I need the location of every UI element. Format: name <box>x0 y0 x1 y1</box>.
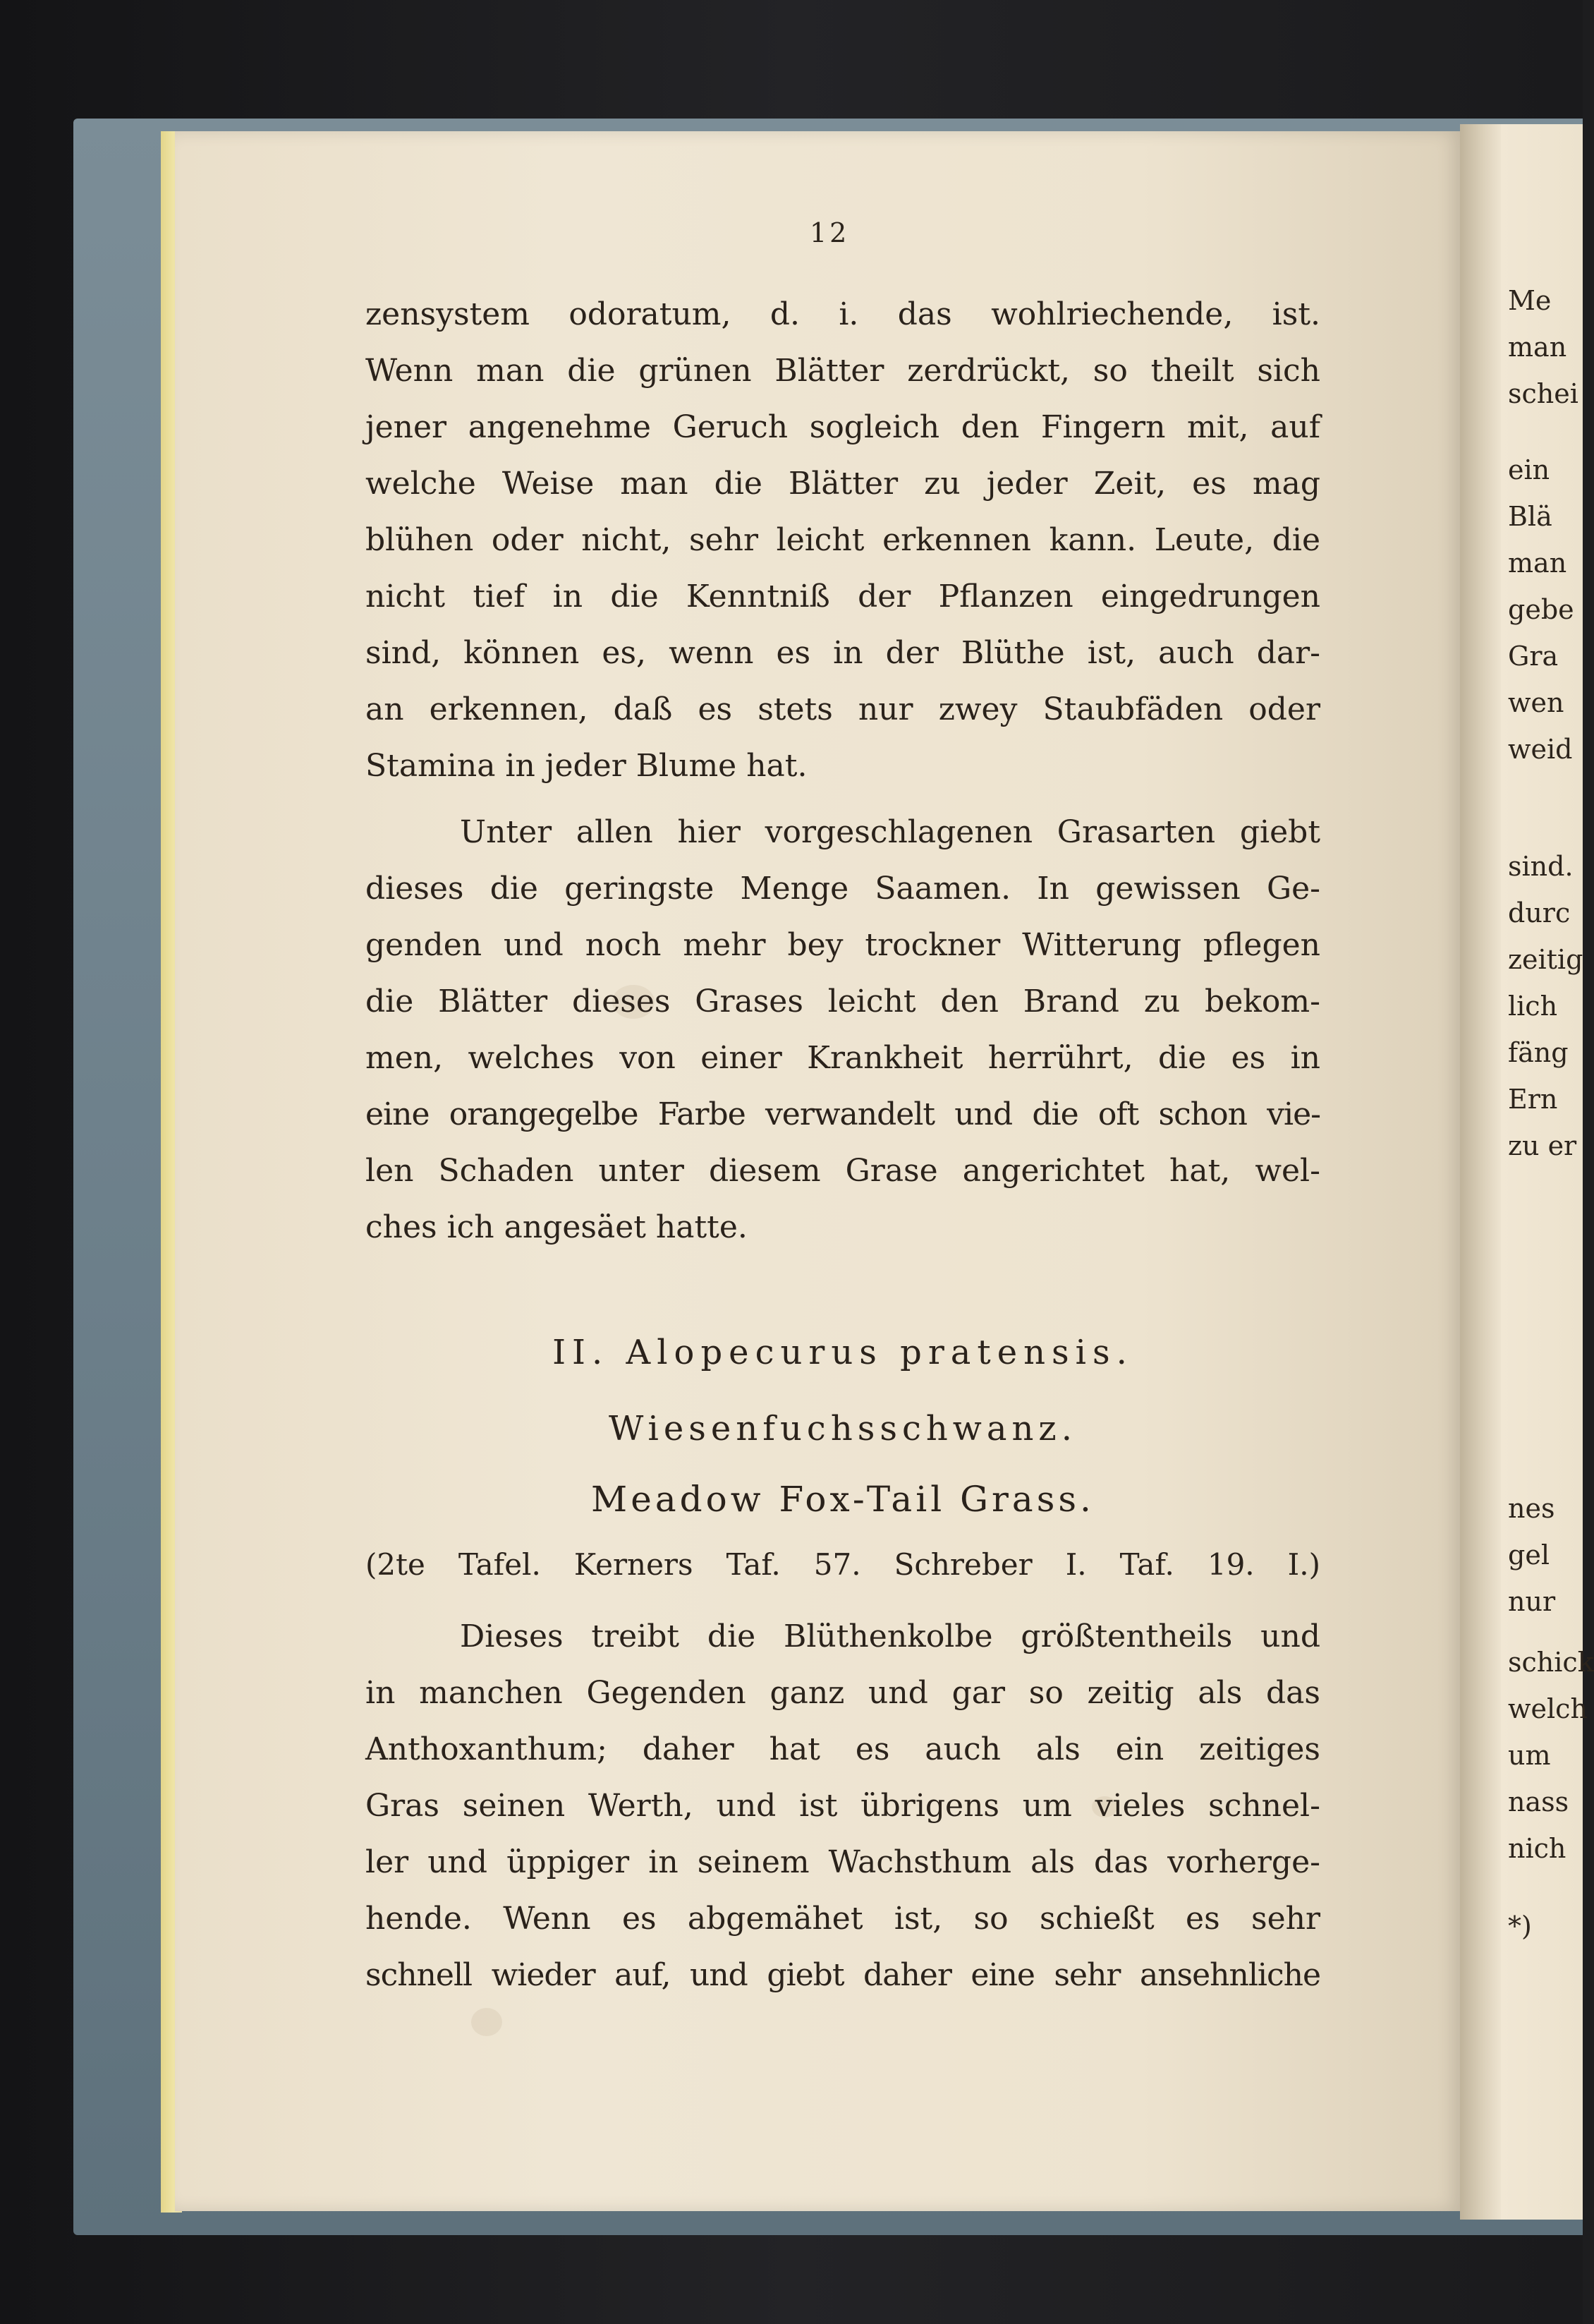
next-page-fragment: man <box>1508 547 1567 579</box>
next-page-fragment: Ern <box>1508 1084 1558 1115</box>
next-page-fragment: zu er <box>1508 1130 1577 1161</box>
text-line: welche Weise man die Blätter zu jeder Zeit, es mag <box>365 466 1320 502</box>
next-page-fragment: welch <box>1508 1693 1588 1724</box>
next-page-fragment: nass <box>1508 1786 1569 1817</box>
next-page-fragment: weid <box>1508 734 1573 765</box>
plate-references: (2te Tafel. Kerners Taf. 57. Schreber I. Taf. 19. I.) <box>365 1547 1320 1582</box>
text-line: eine orangegelbe Farbe verwandelt und die oft schon vie- <box>365 1096 1320 1132</box>
text-line: sind, können es, wenn es in der Blüthe ist, auch dar- <box>365 635 1320 671</box>
next-page-fragment: fäng <box>1508 1037 1569 1068</box>
text-line: zensystem odoratum, d. i. das wohlriechende, ist. <box>365 296 1320 332</box>
next-page-fragment: schei <box>1508 378 1578 409</box>
species-german-name: Wiesenfuchsschwanz. <box>609 1409 1077 1448</box>
text-line: ches ich angesäet hatte. <box>365 1209 748 1245</box>
text-line: blühen oder nicht, sehr leicht erkennen kann. Leute, die <box>365 522 1320 558</box>
next-page-fragment: man <box>1508 332 1567 363</box>
text-line: Stamina in jeder Blume hat. <box>365 748 808 784</box>
next-page-fragment: sind. <box>1508 851 1574 882</box>
text-line: nicht tief in die Kenntniß der Pflanzen eingedrungen <box>365 579 1320 615</box>
next-page-fragment: durc <box>1508 897 1571 928</box>
next-page-fragment: nur <box>1508 1586 1556 1617</box>
book-gutter <box>1460 124 1502 2220</box>
text-line: jener angenehme Geruch sogleich den Fingern mit, auf <box>365 409 1320 445</box>
next-page-fragment: gebe <box>1508 594 1574 625</box>
page-number: 12 <box>810 217 850 248</box>
text-line: ler und üppiger in seinem Wachsthum als das vorherge- <box>365 1844 1320 1880</box>
next-page-fragment: *) <box>1508 1911 1532 1942</box>
next-page-fragment: wen <box>1508 687 1564 718</box>
next-page-fragment: gel <box>1508 1539 1550 1570</box>
text-line: genden und noch mehr bey trockner Witterung pflegen <box>365 927 1320 963</box>
next-page-edge <box>1501 124 1594 2220</box>
text-line: Wenn man die grünen Blätter zerdrückt, so theilt sich <box>365 353 1320 389</box>
text-line: Dieses treibt die Blüthenkolbe größtentheils und <box>460 1618 1320 1654</box>
next-page-fragment: Me <box>1508 285 1552 316</box>
text-line: Gras seinen Werth, und ist übrigens um vieles schnel- <box>365 1788 1320 1824</box>
next-page-fragment: nes <box>1508 1493 1555 1524</box>
next-page-fragment: zeitig <box>1508 944 1583 975</box>
text-line: Anthoxanthum; daher hat es auch als ein zeitiges <box>365 1731 1320 1767</box>
text-line: len Schaden unter diesem Grase angerichtet hat, wel- <box>365 1153 1320 1189</box>
next-page-fragment: lich <box>1508 991 1558 1022</box>
text-line: dieses die geringste Menge Saamen. In gewissen Ge- <box>365 871 1320 907</box>
foxing-spot <box>471 2008 502 2036</box>
text-line: die Blätter dieses Grases leicht den Brand zu bekom- <box>365 984 1320 1019</box>
next-page-fragment: ein <box>1508 454 1550 485</box>
next-page-fragment: um <box>1508 1740 1551 1771</box>
text-line: hende. Wenn es abgemähet ist, so schießt es sehr <box>365 1901 1320 1937</box>
text-line: an erkennen, daß es stets nur zwey Staubfäden oder <box>365 691 1320 727</box>
text-line: men, welches von einer Krankheit herrührt, die es in <box>365 1040 1320 1076</box>
next-page-fragment: schick <box>1508 1647 1594 1678</box>
text-line: schnell wieder auf, und giebt daher eine sehr ansehnliche <box>365 1957 1320 1993</box>
next-page-fragment: nich <box>1508 1833 1566 1864</box>
text-line: Unter allen hier vorgeschlagenen Grasarten giebt <box>460 814 1320 850</box>
text-line: in manchen Gegenden ganz und gar so zeitig als das <box>365 1675 1320 1711</box>
next-page-fragment: Gra <box>1508 641 1559 672</box>
species-english-name: Meadow Fox-Tail Grass. <box>591 1479 1095 1520</box>
species-latin-name: II. Alopecurus pratensis. <box>552 1333 1133 1372</box>
next-page-fragment: Blä <box>1508 501 1552 532</box>
